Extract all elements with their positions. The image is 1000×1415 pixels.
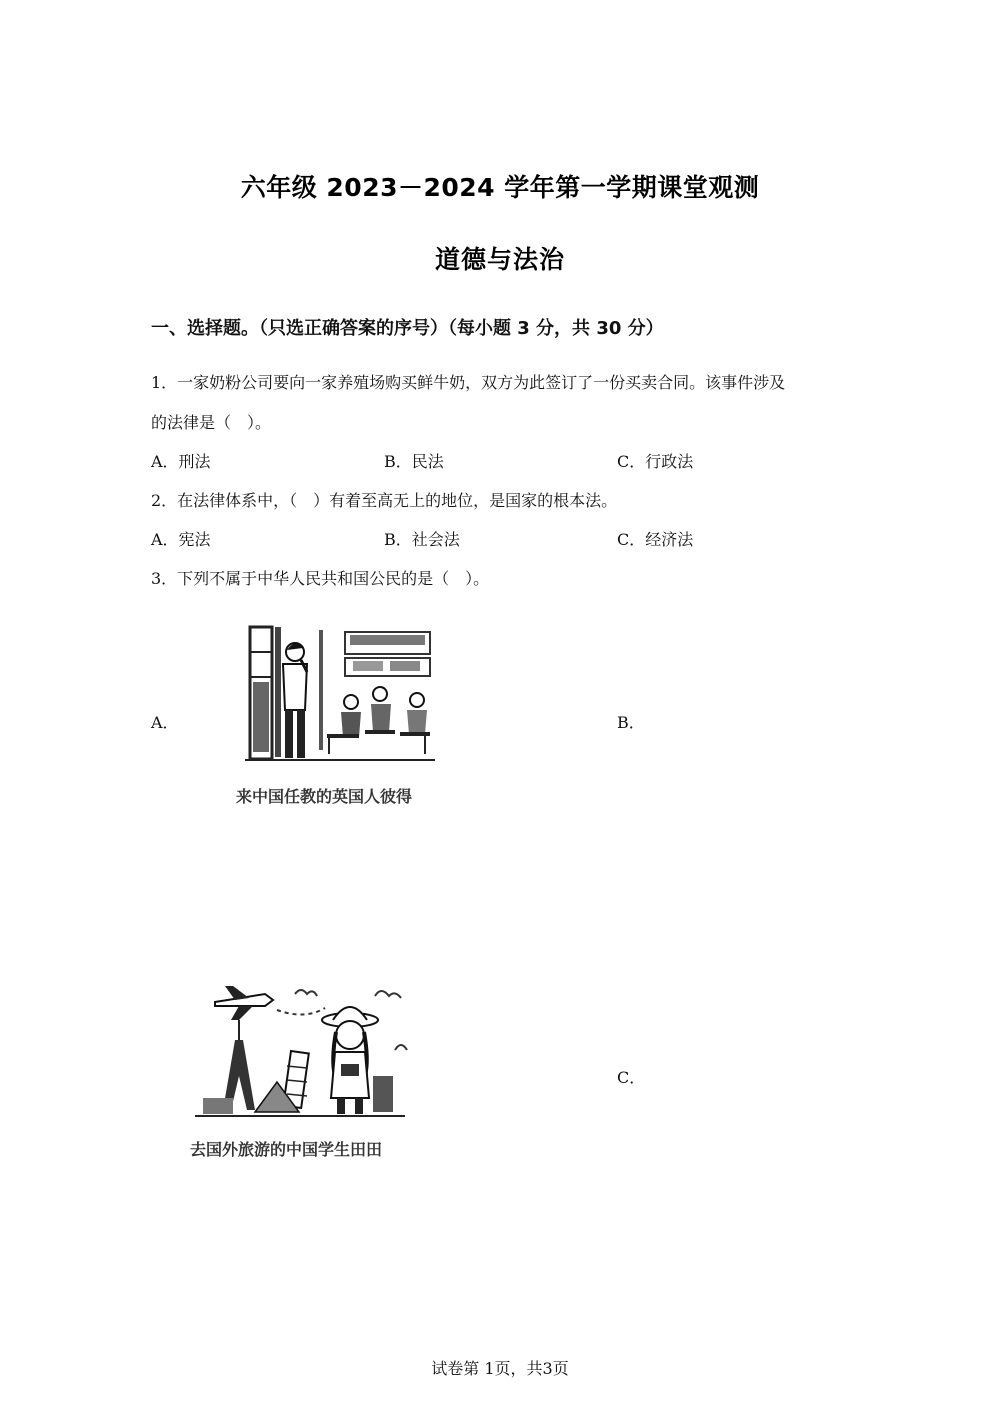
question-1-option-a: A．刑法: [151, 452, 211, 471]
section-heading: 一、选择题。（只选正确答案的序号）（每小题 3 分，共 30 分）: [151, 318, 664, 339]
question-1-option-b: B．民法: [384, 452, 444, 471]
student-travel-illustration: [195, 980, 415, 1125]
question-1-line-2: 的法律是（ ）。: [151, 413, 272, 432]
exam-title: 六年级 2023－2024 学年第一学期课堂观测: [240, 173, 760, 202]
question-3-option-a: A．: [151, 713, 179, 732]
question-2-option-a: A．宪法: [151, 530, 211, 549]
question-3-option-b: B．: [617, 713, 645, 732]
question-3-option-c: C．: [617, 1068, 646, 1087]
caption-option-a: 来中国任教的英国人彼得: [236, 787, 413, 806]
question-2-option-c: C．经济法: [617, 530, 694, 549]
question-2-option-b: B．社会法: [384, 530, 460, 549]
subject-title: 道德与法治: [434, 245, 565, 274]
question-3-line-1: 3．下列不属于中华人民共和国公民的是（ ）。: [151, 569, 490, 588]
page-footer: 试卷第 1页，共3页: [431, 1359, 569, 1378]
caption-option-b: 去国外旅游的中国学生田田: [190, 1140, 383, 1159]
question-1-line-1: 1．一家奶粉公司要向一家养殖场购买鲜牛奶，双方为此签订了一份买卖合同。该事件涉及: [151, 373, 786, 392]
question-2-line-1: 2．在法律体系中，（ ）有着至高无上的地位，是国家的根本法。: [151, 491, 618, 510]
teacher-classroom-illustration: [245, 622, 435, 770]
question-1-option-c: C．行政法: [617, 452, 694, 471]
